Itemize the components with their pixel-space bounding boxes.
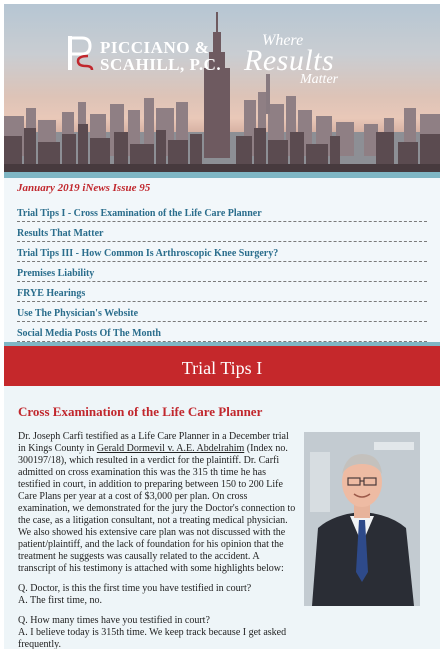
paragraph-text-cont: (Index no. 300197/18), which resulted in a verdict for the plaintiff. Dr. Carfi admitted on cross examination this was the 315 th time he has testified in court, in addition to preparing between 150 to 200 Life Care Plans per year at a cost of $3,000 per plan. On cross examination, we demonstrated for the jury the Doctor's connection to the case, as a litigation consultant, not a treating medical physician. We also showed his extensive care plan was not discussed with the patient/plaintiff, and the lack of foundation for his opinion that the treatment he suggests was causally related to the accident. A transcript of his testimony is attached with some highlights below: xyxy=(18,443,296,574)
tagline-matter: Matter xyxy=(300,72,339,87)
skyline-image xyxy=(4,4,440,172)
question-2: Q. How many times have you testified in court? xyxy=(18,615,210,626)
qa-block-2 xyxy=(18,615,298,649)
toc-link-trial-tips-i[interactable]: Trial Tips I - Cross Examination of the Life Care Planner xyxy=(17,208,427,222)
answer-2: A. I believe today is 315th time. We keep track because I get asked frequently. xyxy=(18,627,287,649)
toc-link-social-media[interactable]: Social Media Posts Of The Month xyxy=(17,328,427,342)
toc-link-trial-tips-iii[interactable]: Trial Tips III - How Common Is Arthroscopic Knee Surgery? xyxy=(17,248,427,262)
ps-monogram-icon xyxy=(66,36,96,70)
case-link[interactable]: Gerald Dormevil v. A.E. Abdelrahim xyxy=(96,443,245,454)
section-banner-title: Trial Tips I xyxy=(181,358,263,378)
toc-link-physician-website[interactable]: Use The Physician's Website xyxy=(17,308,427,322)
qa-block-1 xyxy=(18,583,298,607)
portrait-image xyxy=(304,432,420,606)
tagline-where: Where xyxy=(262,32,304,49)
paragraph-text: Dr. Joseph Carfi testified as a Life Care Planner in a December trial in Kings County in xyxy=(18,431,289,454)
doctor-photo xyxy=(304,432,420,606)
hero-banner xyxy=(4,4,440,172)
article xyxy=(4,386,440,649)
issue-title: January 2019 iNews Issue 95 xyxy=(17,182,151,194)
article-body xyxy=(18,431,298,649)
tagline-results: Results xyxy=(244,44,335,77)
logo-line1: PICCIANO & xyxy=(100,38,210,57)
toc-link-premises-liability[interactable]: Premises Liability xyxy=(17,268,427,282)
article-paragraph xyxy=(18,431,298,575)
toc-link-frye-hearings[interactable]: FRYE Hearings xyxy=(17,288,427,302)
answer-1: A. The first time, no. xyxy=(18,595,102,606)
toc-link-results[interactable]: Results That Matter xyxy=(17,228,427,242)
logo-line2: SCAHILL, P.C. xyxy=(100,55,222,74)
article-title: Cross Examination of the Life Care Planner xyxy=(18,404,263,419)
section-banner xyxy=(4,346,440,386)
table-of-contents xyxy=(4,178,440,344)
question-1: Q. Doctor, is this the first time you have testified in court? xyxy=(18,583,252,594)
